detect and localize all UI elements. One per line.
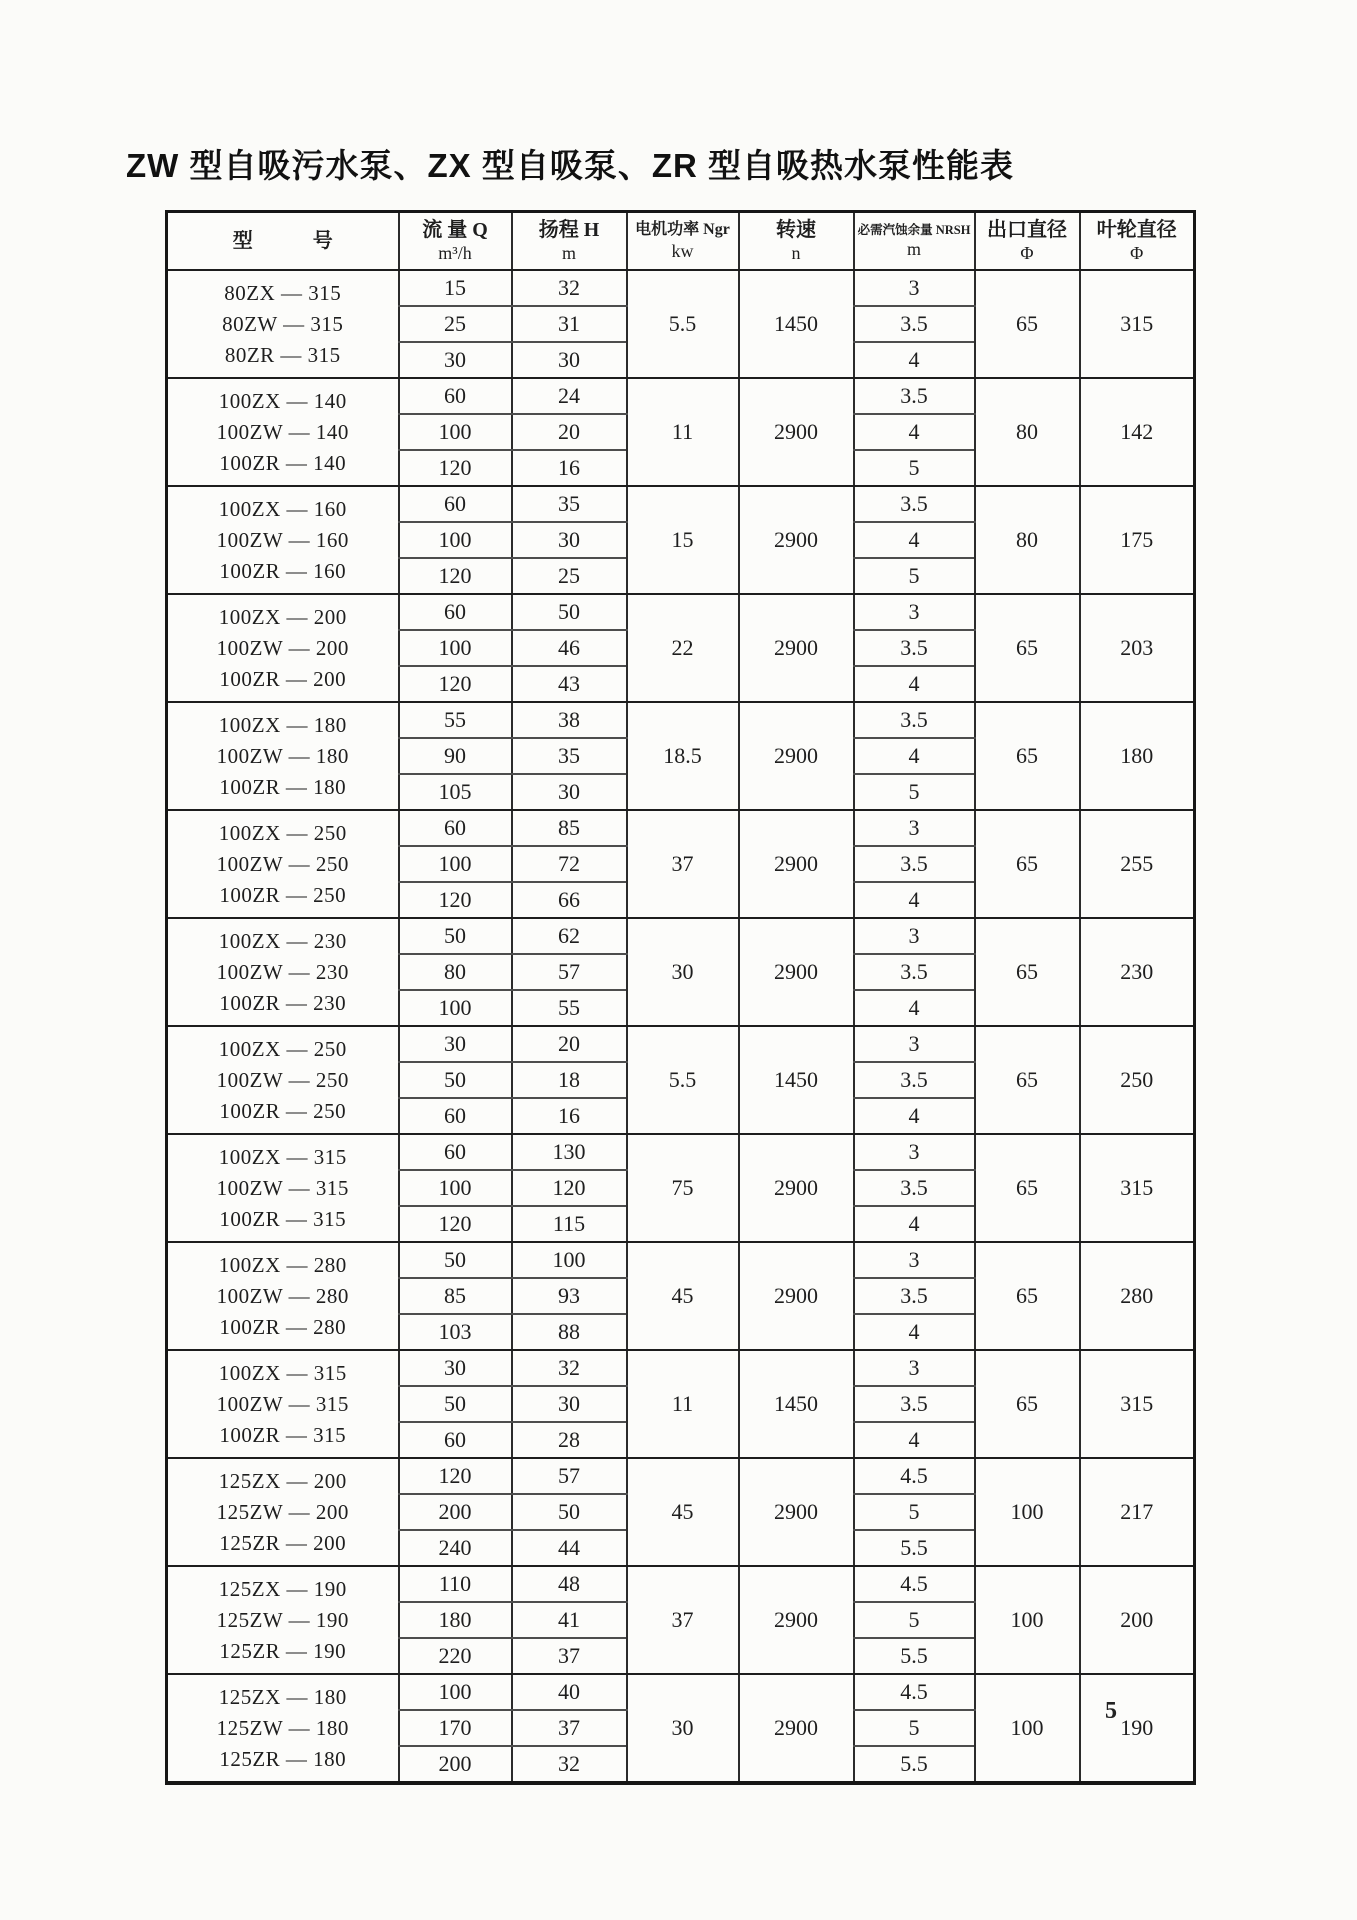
model-name: 100ZX — 230 [218, 928, 347, 953]
flow-cell: 60 [399, 1098, 512, 1134]
head-cell: 130 [512, 1134, 627, 1170]
model-name: 100ZW — 180 [216, 743, 349, 768]
table-row [167, 1458, 1195, 1494]
speed-cell: 2900 [739, 1458, 854, 1566]
npsh-cell: 3.5 [854, 846, 975, 882]
head-cell: 41 [512, 1602, 627, 1638]
outlet-cell: 100 [975, 1458, 1080, 1566]
model-name: 125ZR — 180 [219, 1746, 347, 1771]
model-name: 125ZR — 200 [219, 1530, 347, 1555]
flow-cell: 100 [399, 990, 512, 1026]
flow-cell: 15 [399, 270, 512, 306]
npsh-cell: 4 [854, 1206, 975, 1242]
head-cell: 25 [512, 558, 627, 594]
flow-cell: 120 [399, 450, 512, 486]
flow-cell: 50 [399, 1062, 512, 1098]
npsh-cell: 4.5 [854, 1674, 975, 1710]
npsh-cell: 5 [854, 774, 975, 810]
power-cell: 45 [627, 1458, 739, 1566]
npsh-cell: 4 [854, 522, 975, 558]
model-name: 100ZR — 200 [219, 666, 347, 691]
flow-cell: 100 [399, 1170, 512, 1206]
model-name: 100ZX — 180 [218, 712, 347, 737]
head-cell: 85 [512, 810, 627, 846]
speed-cell: 1450 [739, 1026, 854, 1134]
head-cell: 72 [512, 846, 627, 882]
speed-cell: 2900 [739, 378, 854, 486]
impeller-cell: 217 [1080, 1458, 1195, 1566]
speed-cell: 1450 [739, 270, 854, 378]
model-name: 100ZX — 315 [218, 1144, 347, 1169]
npsh-cell: 5 [854, 558, 975, 594]
model-name: 100ZW — 230 [216, 959, 349, 984]
speed-cell: 1450 [739, 1350, 854, 1458]
header-flow [399, 212, 512, 271]
npsh-cell: 3 [854, 594, 975, 630]
table-header [167, 212, 1195, 271]
impeller-cell: 315 [1080, 270, 1195, 378]
page-title: ZW 型自吸污水泵、ZX 型自吸泵、ZR 型自吸热水泵性能表 [126, 147, 1014, 184]
flow-cell: 105 [399, 774, 512, 810]
npsh-cell: 4 [854, 990, 975, 1026]
power-cell: 37 [627, 1566, 739, 1674]
power-cell: 11 [627, 378, 739, 486]
head-cell: 32 [512, 1350, 627, 1386]
model-name: 100ZW — 160 [216, 527, 349, 552]
flow-cell: 100 [399, 1674, 512, 1710]
npsh-cell: 4 [854, 414, 975, 450]
npsh-cell: 5.5 [854, 1746, 975, 1783]
page-number: 5 [1105, 1698, 1117, 1724]
flow-cell: 60 [399, 1422, 512, 1458]
model-name: 100ZX — 250 [218, 820, 347, 845]
table-row [167, 1026, 1195, 1062]
flow-cell: 180 [399, 1602, 512, 1638]
model-cell [167, 702, 399, 810]
head-cell: 44 [512, 1530, 627, 1566]
table-row [167, 1350, 1195, 1386]
flow-cell: 120 [399, 1458, 512, 1494]
flow-cell: 30 [399, 1026, 512, 1062]
impeller-cell: 255 [1080, 810, 1195, 918]
model-cell [167, 378, 399, 486]
head-cell: 28 [512, 1422, 627, 1458]
npsh-cell: 3 [854, 918, 975, 954]
head-cell: 16 [512, 1098, 627, 1134]
head-cell: 115 [512, 1206, 627, 1242]
model-name: 125ZR — 190 [219, 1638, 347, 1663]
impeller-cell: 142 [1080, 378, 1195, 486]
power-cell: 18.5 [627, 702, 739, 810]
model-name: 125ZX — 180 [218, 1684, 347, 1709]
model-name: 100ZX — 250 [218, 1036, 347, 1061]
header-outlet-label: 出口直径 [987, 219, 1067, 241]
impeller-cell: 190 [1080, 1674, 1195, 1783]
head-cell: 31 [512, 306, 627, 342]
model-name: 100ZR — 250 [219, 1098, 347, 1123]
npsh-cell: 3 [854, 270, 975, 306]
flow-cell: 200 [399, 1494, 512, 1530]
npsh-cell: 5 [854, 450, 975, 486]
power-cell: 45 [627, 1242, 739, 1350]
header-impeller-label: 叶轮直径 [1096, 219, 1177, 241]
power-cell: 5.5 [627, 1026, 739, 1134]
flow-cell: 100 [399, 414, 512, 450]
npsh-cell: 3.5 [854, 954, 975, 990]
power-cell: 37 [627, 810, 739, 918]
flow-cell: 25 [399, 306, 512, 342]
model-name: 125ZW — 190 [216, 1607, 349, 1632]
flow-cell: 60 [399, 594, 512, 630]
model-name: 125ZX — 190 [218, 1576, 347, 1601]
head-cell: 120 [512, 1170, 627, 1206]
header-head-label: 扬程 H [538, 219, 600, 241]
npsh-cell: 3.5 [854, 306, 975, 342]
npsh-cell: 3.5 [854, 1278, 975, 1314]
npsh-cell: 3.5 [854, 378, 975, 414]
npsh-cell: 5 [854, 1710, 975, 1746]
model-name: 125ZX — 200 [218, 1468, 347, 1493]
header-row [167, 212, 1195, 271]
header-outlet [975, 212, 1080, 271]
head-cell: 55 [512, 990, 627, 1026]
npsh-cell: 5.5 [854, 1638, 975, 1674]
table-row [167, 1242, 1195, 1278]
flow-cell: 120 [399, 666, 512, 702]
head-cell: 38 [512, 702, 627, 738]
npsh-cell: 3.5 [854, 1062, 975, 1098]
flow-cell: 120 [399, 1206, 512, 1242]
model-cell [167, 1134, 399, 1242]
impeller-cell: 180 [1080, 702, 1195, 810]
head-cell: 24 [512, 378, 627, 414]
pump-performance-table [165, 210, 1196, 1785]
model-name: 100ZX — 280 [218, 1252, 347, 1277]
outlet-cell: 65 [975, 810, 1080, 918]
table-row [167, 918, 1195, 954]
flow-cell: 240 [399, 1530, 512, 1566]
header-npsh-label: 必需汽蚀余量 NRSH [857, 223, 971, 237]
npsh-cell: 4.5 [854, 1458, 975, 1494]
npsh-cell: 3 [854, 1350, 975, 1386]
head-cell: 32 [512, 270, 627, 306]
flow-cell: 60 [399, 378, 512, 414]
speed-cell: 2900 [739, 810, 854, 918]
npsh-cell: 3 [854, 1242, 975, 1278]
npsh-cell: 5 [854, 1602, 975, 1638]
head-cell: 35 [512, 486, 627, 522]
npsh-cell: 3.5 [854, 702, 975, 738]
head-cell: 16 [512, 450, 627, 486]
header-speed [739, 212, 854, 271]
impeller-cell: 315 [1080, 1350, 1195, 1458]
speed-cell: 2900 [739, 486, 854, 594]
model-name: 100ZR — 230 [219, 990, 347, 1015]
model-name: 100ZR — 280 [219, 1314, 347, 1339]
flow-cell: 170 [399, 1710, 512, 1746]
model-cell [167, 1566, 399, 1674]
table-row [167, 1674, 1195, 1710]
model-cell [167, 486, 399, 594]
model-name: 100ZX — 140 [218, 388, 347, 413]
npsh-cell: 3 [854, 1026, 975, 1062]
flow-cell: 60 [399, 486, 512, 522]
flow-cell: 90 [399, 738, 512, 774]
impeller-cell: 175 [1080, 486, 1195, 594]
head-cell: 93 [512, 1278, 627, 1314]
outlet-cell: 100 [975, 1674, 1080, 1783]
impeller-cell: 280 [1080, 1242, 1195, 1350]
model-name: 100ZW — 315 [216, 1175, 349, 1200]
npsh-cell: 4 [854, 1098, 975, 1134]
power-cell: 30 [627, 1674, 739, 1783]
model-cell [167, 918, 399, 1026]
flow-cell: 80 [399, 954, 512, 990]
header-outlet-unit: Φ [1020, 243, 1034, 263]
npsh-cell: 4 [854, 1314, 975, 1350]
model-name: 100ZR — 315 [219, 1206, 347, 1231]
power-cell: 75 [627, 1134, 739, 1242]
npsh-cell: 4 [854, 1422, 975, 1458]
head-cell: 43 [512, 666, 627, 702]
model-name: 80ZW — 315 [222, 311, 344, 336]
model-cell [167, 594, 399, 702]
model-name: 100ZW — 250 [216, 1067, 349, 1092]
model-cell [167, 1242, 399, 1350]
head-cell: 48 [512, 1566, 627, 1602]
head-cell: 46 [512, 630, 627, 666]
flow-cell: 55 [399, 702, 512, 738]
header-power [627, 212, 739, 271]
model-name: 100ZW — 200 [216, 635, 349, 660]
model-name: 125ZW — 200 [216, 1499, 349, 1524]
flow-cell: 120 [399, 882, 512, 918]
power-cell: 5.5 [627, 270, 739, 378]
impeller-cell: 203 [1080, 594, 1195, 702]
table-row [167, 1134, 1195, 1170]
model-name: 100ZR — 160 [219, 558, 347, 583]
header-npsh [854, 212, 975, 271]
head-cell: 30 [512, 342, 627, 378]
header-model-label: 型 号 [232, 230, 333, 252]
table-row [167, 702, 1195, 738]
speed-cell: 2900 [739, 1566, 854, 1674]
flow-cell: 220 [399, 1638, 512, 1674]
model-name: 100ZX — 315 [218, 1360, 347, 1385]
model-name: 100ZX — 160 [218, 496, 347, 521]
speed-cell: 2900 [739, 1134, 854, 1242]
header-flow-unit: m³/h [438, 243, 472, 263]
speed-cell: 2900 [739, 702, 854, 810]
outlet-cell: 65 [975, 1242, 1080, 1350]
header-head [512, 212, 627, 271]
header-power-unit: kw [671, 241, 694, 261]
model-name: 100ZW — 280 [216, 1283, 349, 1308]
flow-cell: 50 [399, 1386, 512, 1422]
head-cell: 20 [512, 414, 627, 450]
head-cell: 40 [512, 1674, 627, 1710]
table-row [167, 810, 1195, 846]
outlet-cell: 80 [975, 486, 1080, 594]
head-cell: 30 [512, 774, 627, 810]
header-speed-label: 转速 [776, 219, 816, 241]
power-cell: 15 [627, 486, 739, 594]
head-cell: 50 [512, 1494, 627, 1530]
impeller-cell: 200 [1080, 1566, 1195, 1674]
npsh-cell: 3.5 [854, 630, 975, 666]
model-name: 100ZW — 250 [216, 851, 349, 876]
model-cell [167, 270, 399, 378]
head-cell: 30 [512, 1386, 627, 1422]
model-name: 100ZX — 200 [218, 604, 347, 629]
impeller-cell: 315 [1080, 1134, 1195, 1242]
flow-cell: 120 [399, 558, 512, 594]
npsh-cell: 5 [854, 1494, 975, 1530]
header-impeller [1080, 212, 1195, 271]
model-name: 100ZR — 250 [219, 882, 347, 907]
outlet-cell: 65 [975, 1350, 1080, 1458]
outlet-cell: 65 [975, 918, 1080, 1026]
npsh-cell: 5.5 [854, 1530, 975, 1566]
flow-cell: 100 [399, 630, 512, 666]
head-cell: 62 [512, 918, 627, 954]
speed-cell: 2900 [739, 1674, 854, 1783]
head-cell: 32 [512, 1746, 627, 1783]
model-cell [167, 1350, 399, 1458]
table-row [167, 1566, 1195, 1602]
header-flow-label: 流 量 Q [422, 219, 488, 241]
flow-cell: 110 [399, 1566, 512, 1602]
table-row [167, 486, 1195, 522]
head-cell: 57 [512, 954, 627, 990]
model-cell [167, 1458, 399, 1566]
model-name: 100ZW — 140 [216, 419, 349, 444]
impeller-cell: 230 [1080, 918, 1195, 1026]
npsh-cell: 3 [854, 1134, 975, 1170]
model-name: 125ZW — 180 [216, 1715, 349, 1740]
table-row [167, 378, 1195, 414]
outlet-cell: 100 [975, 1566, 1080, 1674]
flow-cell: 85 [399, 1278, 512, 1314]
npsh-cell: 3.5 [854, 1170, 975, 1206]
outlet-cell: 65 [975, 702, 1080, 810]
header-power-label: 电机功率 Ngr [635, 221, 730, 238]
head-cell: 100 [512, 1242, 627, 1278]
flow-cell: 60 [399, 810, 512, 846]
flow-cell: 30 [399, 1350, 512, 1386]
outlet-cell: 65 [975, 270, 1080, 378]
table-row [167, 594, 1195, 630]
model-name: 100ZR — 140 [219, 450, 347, 475]
npsh-cell: 4 [854, 666, 975, 702]
model-cell [167, 810, 399, 918]
header-impeller-unit: Φ [1130, 243, 1144, 263]
power-cell: 11 [627, 1350, 739, 1458]
head-cell: 20 [512, 1026, 627, 1062]
head-cell: 35 [512, 738, 627, 774]
flow-cell: 103 [399, 1314, 512, 1350]
outlet-cell: 65 [975, 594, 1080, 702]
flow-cell: 30 [399, 342, 512, 378]
head-cell: 30 [512, 522, 627, 558]
npsh-cell: 3.5 [854, 486, 975, 522]
power-cell: 30 [627, 918, 739, 1026]
speed-cell: 2900 [739, 1242, 854, 1350]
header-model [167, 212, 399, 271]
head-cell: 37 [512, 1710, 627, 1746]
npsh-cell: 4 [854, 738, 975, 774]
table-body [167, 270, 1195, 1783]
speed-cell: 2900 [739, 594, 854, 702]
outlet-cell: 65 [975, 1134, 1080, 1242]
npsh-cell: 4 [854, 882, 975, 918]
power-cell: 22 [627, 594, 739, 702]
model-name: 80ZR — 315 [224, 342, 341, 367]
head-cell: 66 [512, 882, 627, 918]
npsh-cell: 3.5 [854, 1386, 975, 1422]
impeller-cell: 250 [1080, 1026, 1195, 1134]
npsh-cell: 4.5 [854, 1566, 975, 1602]
header-speed-unit: n [791, 243, 801, 263]
table-row [167, 270, 1195, 306]
npsh-cell: 3 [854, 810, 975, 846]
model-name: 100ZW — 315 [216, 1391, 349, 1416]
head-cell: 18 [512, 1062, 627, 1098]
outlet-cell: 65 [975, 1026, 1080, 1134]
flow-cell: 200 [399, 1746, 512, 1783]
head-cell: 57 [512, 1458, 627, 1494]
model-name: 100ZR — 315 [219, 1422, 347, 1447]
flow-cell: 100 [399, 846, 512, 882]
head-cell: 37 [512, 1638, 627, 1674]
header-npsh-unit: m [906, 239, 921, 259]
flow-cell: 60 [399, 1134, 512, 1170]
outlet-cell: 80 [975, 378, 1080, 486]
speed-cell: 2900 [739, 918, 854, 1026]
flow-cell: 50 [399, 1242, 512, 1278]
flow-cell: 50 [399, 918, 512, 954]
head-cell: 88 [512, 1314, 627, 1350]
head-cell: 50 [512, 594, 627, 630]
npsh-cell: 4 [854, 342, 975, 378]
model-name: 100ZR — 180 [219, 774, 347, 799]
model-name: 80ZX — 315 [224, 280, 342, 305]
model-cell [167, 1026, 399, 1134]
model-cell [167, 1674, 399, 1783]
header-head-unit: m [561, 243, 576, 263]
flow-cell: 100 [399, 522, 512, 558]
